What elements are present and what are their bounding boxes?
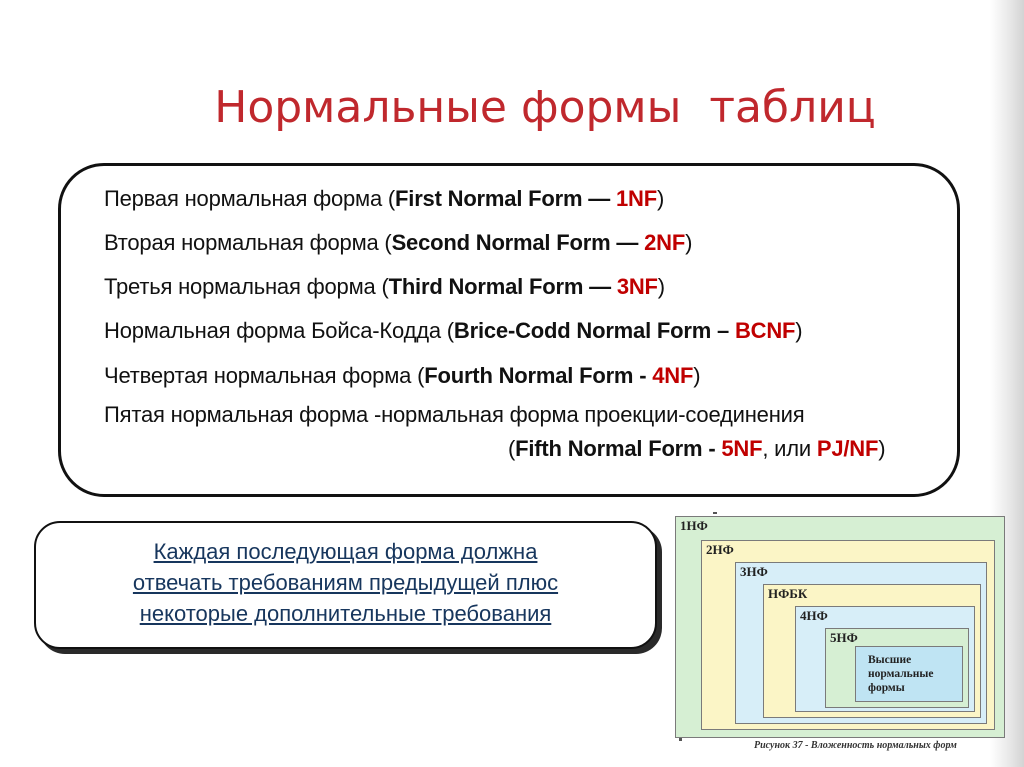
form-ru-label: Третья нормальная форма ( xyxy=(104,274,389,299)
form-item-1nf xyxy=(104,186,664,212)
form-item-5nf-line2 xyxy=(508,436,885,462)
higher-forms-box xyxy=(855,646,963,702)
page-title: Нормальные формы таблиц xyxy=(214,82,876,133)
form-close-paren: ) xyxy=(795,318,803,343)
note-text xyxy=(34,536,657,629)
form-en-label: Brice-Codd Normal Form – xyxy=(453,318,735,343)
form-item-2nf xyxy=(104,230,692,256)
form-ru-label: Вторая нормальная форма ( xyxy=(104,230,392,255)
form-en-label: Second Normal Form — xyxy=(391,230,645,255)
form-close-paren: ) xyxy=(657,274,665,299)
higher-forms-line: формы xyxy=(868,682,905,694)
form-abbr: 3NF xyxy=(616,274,658,299)
level-label: НФБК xyxy=(768,586,808,601)
form-abbr-alt: PJ/NF xyxy=(816,436,879,461)
form-ru-label: Четвертая нормальная форма ( xyxy=(104,363,425,388)
form-en-label: Third Normal Form — xyxy=(388,274,617,299)
form-abbr: 5NF xyxy=(721,436,763,461)
diagram-caption: Рисунок 37 - Вложенность нормальных форм xyxy=(754,740,957,751)
note-line: некоторые дополнительные требования xyxy=(139,601,552,626)
form-close-paren: ) xyxy=(693,363,701,388)
form-ru-label: Нормальная форма Бойса-Кодда ( xyxy=(104,318,454,343)
form-close-paren: ) xyxy=(685,230,693,255)
form-abbr: 4NF xyxy=(652,363,694,388)
form-abbr: 1NF xyxy=(615,186,657,211)
form-close-paren: ) xyxy=(656,186,665,211)
nested-forms-diagram xyxy=(675,516,1005,738)
level-label: 1НФ xyxy=(680,518,708,533)
level-label: 3НФ xyxy=(740,564,768,579)
form-item-bcnf xyxy=(104,318,802,344)
level-label: 2НФ xyxy=(706,542,734,557)
note-line: отвечать требованиям предыдущей плюс xyxy=(132,570,559,595)
form-abbr: 2NF xyxy=(644,230,686,255)
note-line: Каждая последующая форма должна xyxy=(153,539,538,564)
level-label: 5НФ xyxy=(830,630,858,645)
form-ru-label: Первая нормальная форма ( xyxy=(104,186,396,211)
form-en-label: Fifth Normal Form - xyxy=(515,436,722,461)
form-connector: , или xyxy=(762,436,817,461)
higher-forms-line: Высшие xyxy=(868,654,912,666)
form-open-paren: ( xyxy=(508,436,516,461)
form-en-label: Fourth Normal Form - xyxy=(424,363,653,388)
decorative-tick xyxy=(713,512,717,514)
form-item-5nf-line1: Пятая нормальная форма -нормальная форма проекции-соединения xyxy=(104,402,805,427)
decorative-tick xyxy=(679,738,682,741)
form-close-paren: ) xyxy=(878,436,886,461)
level-label: 4НФ xyxy=(800,608,828,623)
higher-forms-line: нормальные xyxy=(868,668,934,680)
form-en-label: First Normal Form — xyxy=(395,186,616,211)
form-item-4nf xyxy=(104,363,700,389)
form-abbr: BCNF xyxy=(734,318,796,343)
form-item-3nf xyxy=(104,274,665,300)
